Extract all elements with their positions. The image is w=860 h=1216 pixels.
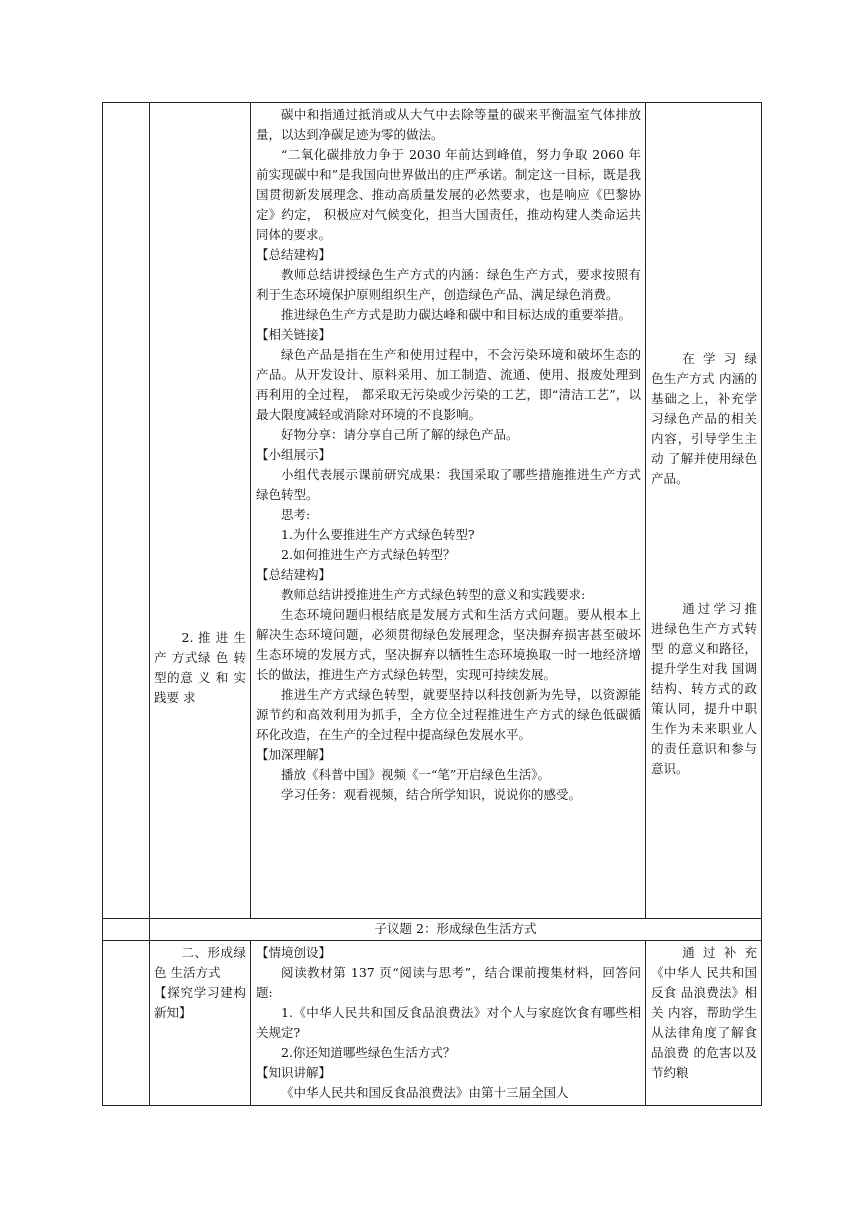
question: 2.如何推进生产方式绿色转型？ xyxy=(281,547,456,562)
design-intent-note: 通过学习推进绿色生产方式转型 的意义和路径，提升学生对我 国调结构、转方式的政策认同，提升中职生作为未来职业人 的责任意识和参与意识。 xyxy=(651,601,757,776)
section-row-green-production xyxy=(103,103,762,919)
blank-cell xyxy=(103,919,150,941)
paragraph: 教师总结讲授推进生产方式绿色转型的意义和实践要求: xyxy=(281,587,586,602)
question: 2.你还知道哪些绿色生活方式？ xyxy=(281,1045,456,1060)
section-tag: 【小组展示】 xyxy=(256,447,332,462)
question: 1.为什么要推进生产方式绿色转型? xyxy=(281,527,475,542)
paragraph: 阅读教材第 137 页“阅读与思考”，结合课前搜集材料，回答问题: xyxy=(256,965,641,1000)
stage-cell xyxy=(150,941,251,1106)
section-tag: 【知识讲解】 xyxy=(256,1065,332,1080)
paragraph: 学习任务：观看视频，结合所学知识，说说你的感受。 xyxy=(281,787,582,802)
section-row-green-living xyxy=(103,941,762,1106)
paragraph: 《中华人民共和国反食品浪费法》由第十三届全国人 xyxy=(281,1085,569,1100)
activity-cell xyxy=(251,941,646,1106)
lesson-plan-table xyxy=(102,102,762,1106)
paragraph: 推进绿色生产方式是助力碳达峰和碳中和目标达成的重要举措。 xyxy=(281,307,632,322)
stage-label: 2. 推 进 生产 方式绿 色 转 型的意 义 和 实践要 求 xyxy=(154,630,246,705)
paragraph: 生态环境问题归根结底是发展方式和生活方式问题。要从根本上解决生态环境问题，必须贯彻绿色发展理念，坚决摒弃损害甚至破坏生态环境的发展方式，坚决摒弃以牺牲生态环境换取一时一地经济增长的做法，推进生产方式绿色转型，实现可持续发展。 xyxy=(256,607,641,682)
paragraph: 播放《科普中国》视频《一“笔”开启绿色生活》。 xyxy=(281,767,551,782)
paragraph: 好物分享：请分享自己所了解的绿色产品。 xyxy=(281,427,519,442)
design-intent-cell xyxy=(646,103,762,919)
section-tag: 【总结建构】 xyxy=(256,567,332,582)
section-tag: 【情境创设】 xyxy=(256,945,332,960)
blank-cell xyxy=(103,941,150,1106)
design-intent-cell xyxy=(646,941,762,1106)
section-tag: 【总结建构】 xyxy=(256,247,332,262)
paragraph: 推进生产方式绿色转型，就要坚持以科技创新为先导，以资源能源节约和高效利用为抓手，全方位全过程推进生产方式的绿色低碳循环化改造，在生产的全过程中提高绿色发展水平。 xyxy=(256,687,641,742)
subtopic-title: 子议题 2：形成绿色生活方式 xyxy=(150,919,762,941)
stage-cell xyxy=(150,103,251,919)
activity-cell xyxy=(251,103,646,919)
stage-title: 二、形成绿 色 生活方式 xyxy=(154,945,246,980)
blank-cell xyxy=(103,103,150,919)
subtopic-row xyxy=(103,919,762,941)
paragraph: “二氧化碳排放力争于 2030 年前达到峰值，努力争取 2060 年前实现碳中和”是我国向世界做出的庄严承诺。制定这一目标，既是我国贯彻新发展理念、推动高质量发展的必然要求，也是响应《巴黎协定》约定， 积极应对气候变化，担当大国责任，推动构建人类命运共同体的要求。 xyxy=(256,147,641,242)
design-intent-note: 在 学 习 绿 色生产方式 内涵的基础之上，补充学习绿色产品的相关 内容，引导学生主动 了解并使用绿色产品。 xyxy=(651,351,757,486)
section-tag: 【加深理解】 xyxy=(256,747,332,762)
paragraph: 碳中和指通过抵消或从大气中去除等量的碳来平衡温室气体排放量，以达到净碳足迹为零的做法。 xyxy=(256,107,641,142)
stage-subtitle: 【探究学习建构新知】 xyxy=(154,985,246,1020)
paragraph: 思考: xyxy=(281,507,311,522)
design-intent-note: 通过补充《中华人 民共和国反食 品浪费法》相关 内容，帮助学生从法律角度了解食品浪费 的危害以及节约粮 xyxy=(651,945,757,1080)
section-tag: 【相关链接】 xyxy=(256,327,332,342)
question: 1.《中华人民共和国反食品浪费法》对个人与家庭饮食有哪些相关规定? xyxy=(256,1005,641,1040)
paragraph: 教师总结讲授绿色生产方式的内涵：绿色生产方式，要求按照有利于生态环境保护原则组织生产，创造绿色产品、满足绿色消费。 xyxy=(256,267,641,302)
paragraph: 小组代表展示课前研究成果：我国采取了哪些措施推进生产方式绿色转型。 xyxy=(256,467,641,502)
paragraph: 绿色产品是指在生产和使用过程中，不会污染环境和破坏生态的产品。从开发设计、原料采用、加工制造、流通、使用、报废处理到再利用的全过程， 都采取无污染或少污染的工艺，即“清洁工艺”，以最大限度减轻或消除对环境的不良影响。 xyxy=(256,347,641,422)
